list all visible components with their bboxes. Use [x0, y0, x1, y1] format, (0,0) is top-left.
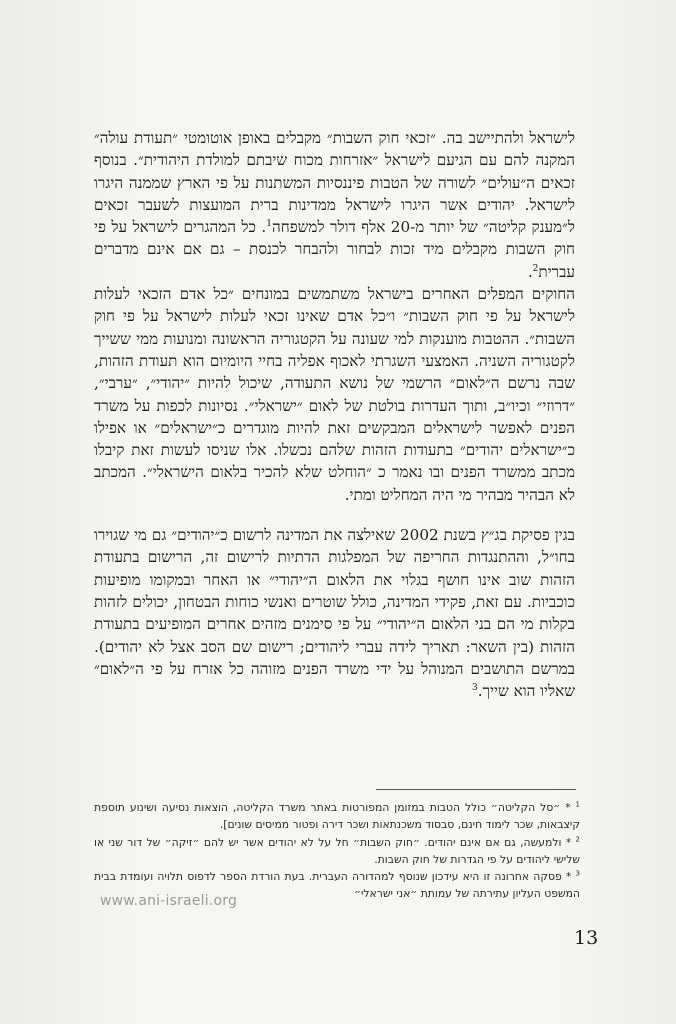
- footnote-3-mark: 3: [575, 869, 581, 878]
- paragraph-1: [94, 127, 575, 283]
- footnote-2-mark: 2: [575, 835, 580, 843]
- footnote-2-text: * ולמעשה, גם אם אינם יהודים. ״חוק השבות״ חל על לא יהודים אשר יש להם ״זיקה״ של דור שני או שלישי ליהודים על פי הגדרות של חוק השבות.: [94, 835, 580, 866]
- paragraph-3-text: בגין פסיקת בג״ץ בשנת 2002 שאילצה את המדינה לרשום כ״יהודים״ גם מי שגוירו בחו״ל, וההתנגדות החריפה של המפלגות הדתיות לרישום זה, הרישום בתעודת הזהות שוב אינו חושף בגלוי את הלאום ה״יהודי״ או האחר ובמקומו מופיעות כוכביות. עם זאת, פקידי המדינה, כולל שוטרים ואנשי כוחות הבטחון, יכולים לזהות בקלות מי הם בני הלאום ה״יהודי״ על פי סימנים מזהים אחרים המופיעים בתעודת הזהות (בין השאר: תאריך לידה עברי ליהודים; רישום שם הסב אצל לא יהודים). במרשם התושבים המנוהל על ידי משרד הפנים מזוהה כל אזרח על פי ה״לאום״ שאליו הוא שייך.: [94, 526, 575, 701]
- footnote-ref-2: 2: [532, 263, 539, 274]
- paragraph-1-text-c: .: [527, 262, 533, 281]
- footnote-2: [94, 834, 580, 869]
- main-text: [94, 127, 575, 702]
- website-watermark: www.ani-israeli.org: [100, 893, 238, 909]
- footnote-1-text: * ״סל הקליטה״ כולל הטבות במזומן המפורטות באתר משרד הקליטה, הוצאות נסיעה ושינוע תוספת קיצבאות, שכר לימוד חינם, סבסוד משכנתאות ושכר דירה ופטור ממיסים שונים].: [94, 801, 580, 832]
- footnote-1: [94, 799, 580, 834]
- footnote-separator: [376, 789, 576, 790]
- footnote-ref-1: 1: [266, 219, 272, 230]
- paragraph-1-text-a: לישראל ולהתיישב בה. ״זכאי חוק השבות״ מקבלים באופן אוטומטי ״תעודת עולה״ המקנה להם עם הגיעם לישראל ״אזרחות מכוח שיבתם למולדת היהודית״. בנוסף זכאים ה״עולים״ לשורה של הטבות פיננסיות המשתנות על פי הארץ שממנה היגרו לישראל. יהודים אשר היגרו לישראל ממדינות ברית המועצות לשעבר זכאים ל״מענק קליטה״ של יותר מ-20 אלף דולר למשפחה: [94, 129, 576, 237]
- footnote-1-mark: 1: [575, 800, 580, 809]
- footnote-ref-3: 3: [472, 683, 478, 694]
- footnote-3-text: * פסקה אחרונה זו היא עידכון שנוסף למהדורה העברית. בעת הורדת הספר לדפוס תלויה ועומדת בבית המשפט העליון עתירתה של עמותת ״אני ישראלי״: [94, 870, 580, 901]
- paragraph-1-text-b: . כל המהגרים לישראל על פי חוק השבות מקבלים מיד זכות לבחור ולהבחר לכנסת – גם אם אינם מדברים עברית: [94, 218, 575, 281]
- page-number: 13: [574, 927, 599, 949]
- paragraph-3: [94, 524, 575, 702]
- paragraph-2: החוקים המפלים האחרים בישראל משתמשים במונחים ״כל אדם הזכאי לעלות לישראל על פי חוק השבות״ ו״כל אדם שאינו זכאי לעלות לישראל על פי חוק השבות״. ההטבות מוענקות למי שעונה על הקטגוריה הראשונה ומנועות ממי ששייך לקטגוריה השניה. האמצעי השגרתי לאכוף אפליה בחיי היומיום הוא תעודת הזהות, שבה נרשם ה״לאום״ הרשמי של נושא התעודה, שיכול להיות ״יהודי״, ״ערבי״, ״דרוזי״ וכיו״ב, ותוך העדרות בולטת של לאום ״ישראלי״. נסיונות לכפות על משרד הפנים לאפשר לישראלים המבקשים זאת להיות מוגדרים כ״ישראלים״ או אפילו כ״ישראלים יהודים״ בתעודות הזהות שלהם נכשלו. אלו שניסו לעשות זאת קיבלו מכתב ממשרד הפנים ובו נאמר כ ״הוחלט שלא להכיר בלאום הישראלי״. המכתב לא הבהיר מבהיר מי היה המחליט ומתי.: [94, 285, 575, 504]
- footnotes: [94, 799, 580, 903]
